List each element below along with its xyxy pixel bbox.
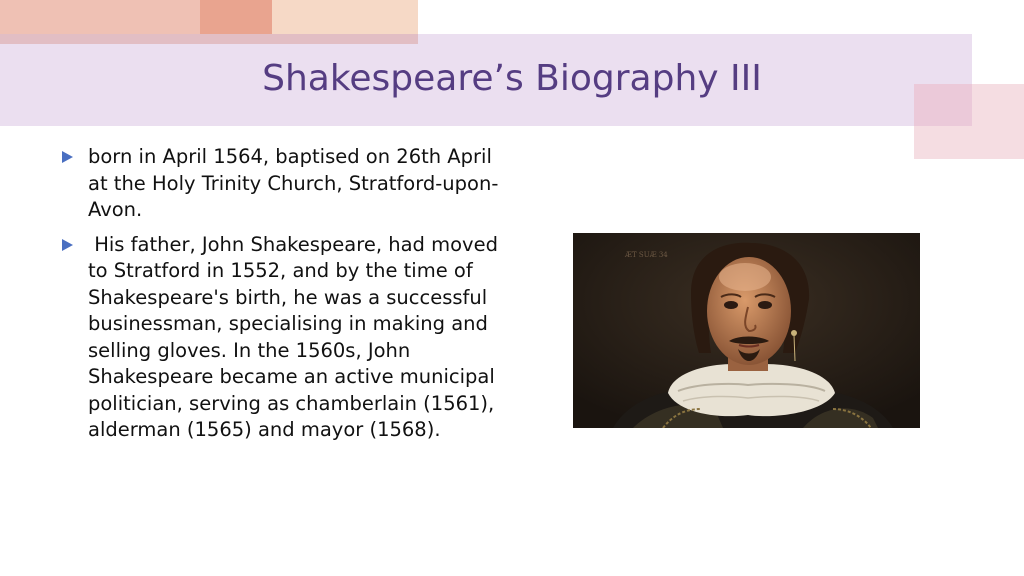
triangle-bullet-icon xyxy=(62,151,73,163)
triangle-bullet-icon xyxy=(62,239,73,251)
shakespeare-portrait-image xyxy=(573,233,920,428)
bullet-text: His father, John Shakespeare, had moved to Stratford in 1552, and by the time of Shakespeare's birth, he was a successful businessman, specialising in making and selling gloves. In the 1560s, John Shakespeare became an active municipal politician, serving as chamberlain (1561), alderman (1565) and mayor (1568). xyxy=(88,232,505,441)
portrait-illustration xyxy=(573,233,920,428)
bullet-list xyxy=(62,144,505,452)
bullet-text: born in April 1564, baptised on 26th April at the Holy Trinity Church, Stratford-upon-Avon. xyxy=(88,145,499,221)
bullet-item xyxy=(62,232,505,444)
slide-title: Shakespeare’s Biography III xyxy=(262,58,762,99)
bullet-item xyxy=(62,144,502,224)
decorative-strip xyxy=(0,34,418,44)
portrait-inscription: ÆT SUÆ 34 xyxy=(625,251,668,259)
